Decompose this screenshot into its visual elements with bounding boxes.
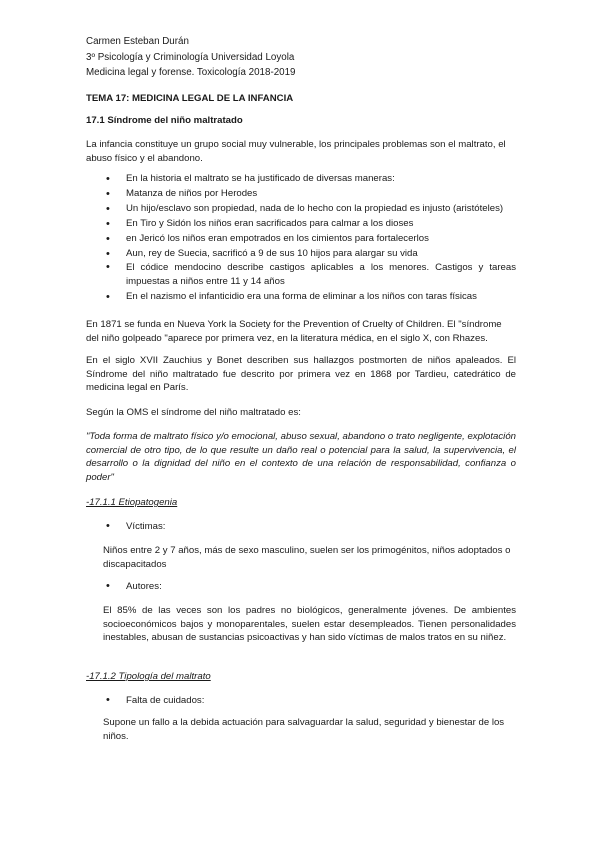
list-item: • En el nazismo el infanticidio era una forma de eliminar a los niños con taras físicas (106, 290, 516, 305)
victimas-label: • Víctimas: (106, 520, 536, 534)
history-list (106, 172, 516, 305)
subsection-tipologia: -17.1.2 Tipología del maltrato (86, 671, 211, 682)
list-item: • En Tiro y Sidón los niños eran sacrificados para calmar a los dioses (106, 217, 516, 232)
document-header (86, 34, 516, 81)
oms-intro: Según la OMS el síndrome del niño maltratado es: (86, 407, 301, 418)
list-item: • Aun, rey de Suecia, sacrificó a 9 de sus 10 hijos para alargar su vida (106, 247, 516, 262)
list-item: • El códice mendocino describe castigos aplicables a los menores. Castigos y tareas impuestas a niños entre 11 y 14 años (106, 261, 516, 288)
paragraph-xvii: En el siglo XVII Zauchius y Bonet describen sus hallazgos postmorten de niños apaleados. El Síndrome del niño maltratado fue descrito por primera vez en 1868 por Tardieu, catedrático de medicina legal en París. (86, 355, 516, 393)
victimas-text: Niños entre 2 y 7 años, más de sexo masculino, suelen ser los primogénitos, niños adoptados o discapacitados (103, 545, 511, 570)
intro-paragraph: La infancia constituye un grupo social muy vulnerable, los principales problemas son el maltrato, el abuso físico y el abandono. (86, 139, 506, 164)
author-name: Carmen Esteban Durán (86, 36, 189, 47)
list-item: • Un hijo/esclavo son propiedad, nada de lo hecho con la propiedad es injusto (aristóteles) (106, 202, 516, 217)
paragraph-1871: En 1871 se funda en Nueva York la Society for the Prevention of Cruelty of Children. El "síndrome del niño golpeado "aparece por primera vez, en la literatura médica, en el siglo X, con Rhazes. (86, 319, 502, 344)
list-item: • en Jericó los niños eran empotrados en los cimientos para fortalecerlos (106, 232, 516, 247)
list-item: • Matanza de niños por Herodes (106, 187, 516, 202)
falta-text: Supone un fallo a la debida actuación para salvaguardar la salud, seguridad y bienestar de los niños. (103, 717, 505, 742)
section-title: 17.1 Síndrome del niño maltratado (86, 115, 243, 126)
tema-title: TEMA 17: MEDICINA LEGAL DE LA INFANCIA (86, 93, 294, 104)
falta-label: • Falta de cuidados: (106, 694, 536, 708)
autores-text: El 85% de las veces son los padres no biológicos, generalmente jóvenes. De ambientes socioeconómicos bajos y monoparentales, suelen estar desempleados. Tienen personalidades inestables, abusan de sustancias psicoactivas y han sido víctimas de malos tratos en su niñez. (103, 605, 516, 643)
subject-info: Medicina legal y forense. Toxicología 2018-2019 (86, 67, 296, 78)
oms-quote: "Toda forma de maltrato físico y/o emocional, abuso sexual, abandono o trato negligente, explotación comercial de otro tipo, de lo que resulte un daño real o potencial para la salud, la supervivencia, el desarrollo o la dignidad del niño en el contexto de una relación de responsabilidad, confianza o poder" (86, 431, 516, 483)
list-item: • En la historia el maltrato se ha justificado de diversas maneras: (106, 172, 516, 187)
autores-label: • Autores: (106, 580, 536, 594)
course-info: 3º Psicología y Criminología Universidad Loyola (86, 51, 295, 63)
subsection-etiopatogenia: -17.1.1 Etiopatogenia (86, 497, 178, 508)
